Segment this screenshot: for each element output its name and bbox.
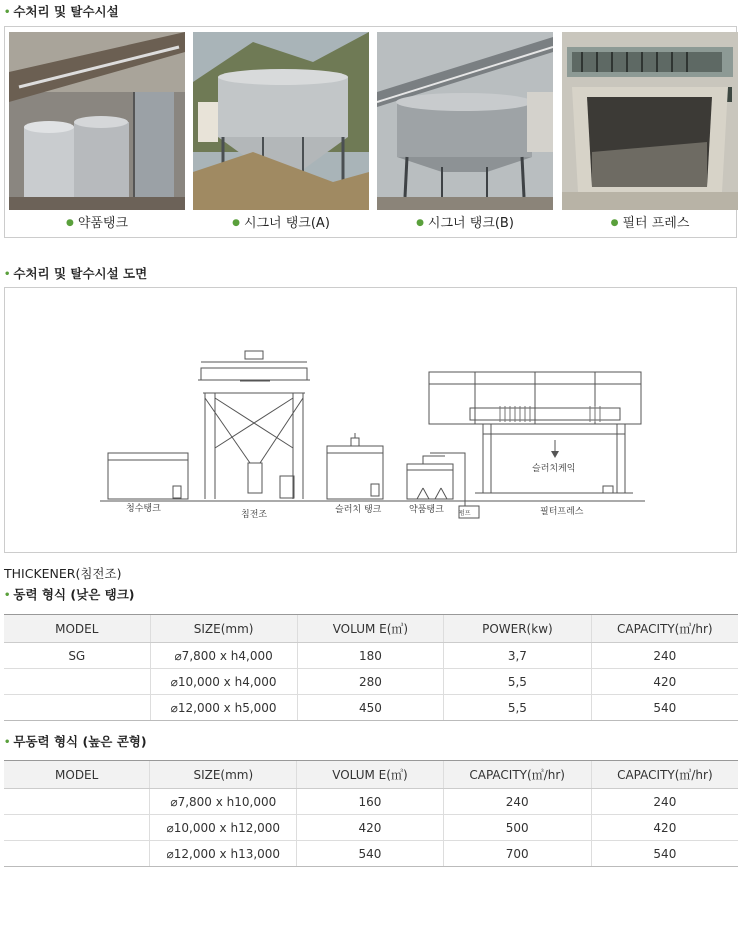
table-row: [4, 789, 738, 815]
table-header-row: [4, 761, 738, 789]
table1-title: • 동력 형식 (낮은 탱크): [4, 587, 135, 602]
cell-size: ⌀7,800 x h10,000: [150, 789, 297, 815]
cell-power: 5,5: [444, 695, 591, 721]
header-volume: VOLUM E(㎥): [297, 761, 443, 789]
photo-caption: ● 필터 프레스: [610, 216, 690, 231]
table2-title: • 무동력 형식 (높은 콘형): [4, 734, 147, 749]
bullet-icon: •: [4, 7, 11, 18]
cell-capacity: 240: [443, 789, 591, 815]
cell-model: [4, 669, 150, 695]
facility-drawing: [4, 287, 737, 553]
header-model: MODEL: [4, 761, 150, 789]
cell-capacity: 500: [443, 815, 591, 841]
cell-power: 3,7: [444, 643, 591, 669]
bullet-icon: ●: [416, 218, 424, 228]
cell-size: ⌀7,800 x h4,000: [150, 643, 297, 669]
drawing-label-slurry-tank: 슬러치 탱크: [335, 505, 382, 515]
cell-volume: 450: [297, 695, 444, 721]
photo-chemical-tank: [9, 32, 185, 210]
header-capacity-2: CAPACITY(㎥/hr): [591, 761, 738, 789]
section-title-facilities: • 수처리 및 탈수시설: [4, 4, 119, 19]
table-row: [4, 643, 738, 669]
cell-capacity: 700: [443, 841, 591, 867]
cell-capacity-2: 540: [591, 841, 738, 867]
cell-volume: 160: [297, 789, 443, 815]
cell-size: ⌀12,000 x h5,000: [150, 695, 297, 721]
photo-caption: ● 시그너 탱크(A): [232, 216, 330, 231]
header-size: SIZE(mm): [150, 615, 297, 643]
cell-volume: 540: [297, 841, 443, 867]
cell-capacity: 240: [591, 643, 738, 669]
cell-capacity-2: 420: [591, 815, 738, 841]
cell-model: [4, 841, 150, 867]
cell-power: 5,5: [444, 669, 591, 695]
header-capacity: CAPACITY(㎥/hr): [591, 615, 738, 643]
photo-gallery: [4, 26, 737, 238]
photo-caption: ● 약품탱크: [65, 216, 129, 231]
photo-filter-press: [562, 32, 738, 210]
header-power: POWER(kw): [444, 615, 591, 643]
cell-model: [4, 695, 150, 721]
bullet-icon: ●: [65, 218, 74, 228]
photo-thickener-b: [377, 32, 553, 210]
table-row: [4, 669, 738, 695]
bullet-icon: ●: [610, 218, 619, 228]
table-row: [4, 695, 738, 721]
cell-size: ⌀10,000 x h12,000: [150, 815, 297, 841]
table-unpowered-type: [4, 760, 738, 867]
bullet-icon: •: [4, 590, 11, 601]
cell-volume: 280: [297, 669, 444, 695]
cell-capacity: 540: [591, 695, 738, 721]
bullet-icon: •: [4, 737, 11, 748]
bullet-icon: ●: [232, 218, 240, 228]
cell-size: ⌀12,000 x h13,000: [150, 841, 297, 867]
cell-capacity-2: 240: [591, 789, 738, 815]
header-model: MODEL: [4, 615, 150, 643]
header-size: SIZE(mm): [150, 761, 297, 789]
table-powered-type: [4, 614, 738, 721]
cell-capacity: 420: [591, 669, 738, 695]
drawing-label-chem-tank: 약품탱크: [409, 505, 444, 515]
table-row: [4, 815, 738, 841]
drawing-label-pump: 펌프: [459, 510, 471, 517]
photo-caption: ● 시그너 탱크(B): [416, 216, 514, 231]
drawing-label-clear-tank: 청수탱크: [126, 504, 161, 514]
table-row: [4, 841, 738, 867]
drawing-label-filter-press: 필터프레스: [540, 507, 584, 517]
table-header-row: [4, 615, 738, 643]
photo-thickener-a: [193, 32, 369, 210]
section-title-drawing: • 수처리 및 탈수시설 도면: [4, 266, 148, 281]
header-volume: VOLUM E(㎥): [297, 615, 444, 643]
drawing-label-slurry-cake: 슬러치케익: [532, 464, 576, 474]
thickener-title: THICKENER(침전조): [4, 566, 122, 581]
cell-volume: 420: [297, 815, 443, 841]
drawing-label-thickener: 침전조: [241, 510, 268, 520]
cell-model: [4, 815, 150, 841]
cell-volume: 180: [297, 643, 444, 669]
cell-model: [4, 789, 150, 815]
cell-model: SG: [4, 643, 150, 669]
bullet-icon: •: [4, 269, 11, 280]
header-capacity: CAPACITY(㎥/hr): [443, 761, 591, 789]
cell-size: ⌀10,000 x h4,000: [150, 669, 297, 695]
